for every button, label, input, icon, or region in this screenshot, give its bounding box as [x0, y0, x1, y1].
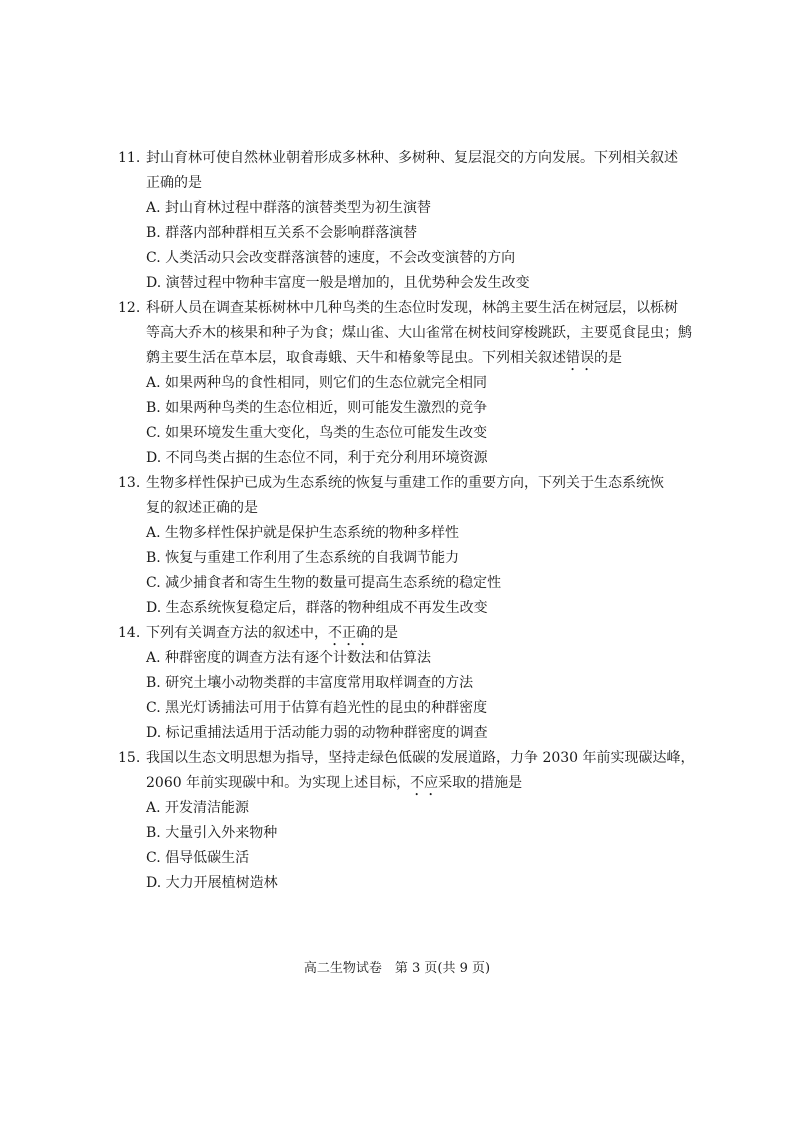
option-c: C. 减少捕食者和寄生生物的数量可提高生态系统的稳定性	[146, 575, 502, 591]
question-number: 14.	[118, 625, 141, 641]
option-b: B. 研究土壤小动物类群的丰富度常用取样调查的方法	[146, 675, 474, 691]
option-a: A. 如果两种鸟的食性相同，则它们的生态位就完全相同	[146, 375, 488, 391]
emphasis-mark: 不应	[410, 775, 439, 791]
question-number: 11.	[118, 150, 141, 166]
option-a: A. 种群密度的调查方法有逐个计数法和估算法	[146, 650, 432, 666]
option-d: D. 大力开展植树造林	[146, 875, 278, 891]
question-stem: 科研人员在调查某栎树林中几种鸟类的生态位时发现，林鸽主要生活在树冠层，以栎树	[146, 300, 678, 316]
option-a: A. 生物多样性保护就是保护生态系统的物种多样性	[146, 525, 460, 541]
question-number: 12.	[118, 300, 141, 316]
emphasis-mark: 不正确	[328, 625, 370, 641]
question-stem: 封山育林可使自然林业朝着形成多林种、多树种、复层混交的方向发展。下列相关叙述	[146, 150, 678, 166]
option-d: D. 演替过程中物种丰富度一般是增加的，且优势种会发生改变	[146, 275, 530, 291]
option-c: C. 倡导低碳生活	[146, 850, 250, 866]
question-number: 15.	[118, 750, 141, 766]
option-c: C. 如果环境发生重大变化，鸟类的生态位可能发生改变	[146, 425, 488, 441]
question-stem: 生物多样性保护已成为生态系统的恢复与重建工作的重要方向，下列关于生态系统恢	[146, 475, 664, 491]
emphasis-mark: 错误	[566, 350, 594, 366]
option-c: C. 人类活动只会改变群落演替的速度，不会改变演替的方向	[146, 250, 516, 266]
question-stem: 下列有关调查方法的叙述中，不正确的是	[146, 625, 398, 641]
question-stem: 鹩主要生活在草本层，取食毒蛾、天牛和椿象等昆虫。下列相关叙述错误的是	[146, 350, 622, 366]
option-d: D. 标记重捕法适用于活动能力弱的动物种群密度的调查	[146, 725, 488, 741]
option-d: D. 生态系统恢复稳定后，群落的物种组成不再发生改变	[146, 600, 488, 616]
option-a: A. 封山育林过程中群落的演替类型为初生演替	[146, 200, 432, 216]
option-b: B. 群落内部种群相互关系不会影响群落演替	[146, 225, 418, 241]
option-b: B. 恢复与重建工作利用了生态系统的自我调节能力	[146, 550, 460, 566]
page-footer: 高二生物试卷 第 3 页(共 9 页)	[303, 961, 491, 976]
question-number: 13.	[118, 475, 141, 491]
option-c: C. 黑光灯诱捕法可用于估算有趋光性的昆虫的种群密度	[146, 700, 488, 716]
option-b: B. 如果两种鸟类的生态位相近，则可能发生激烈的竞争	[146, 400, 488, 416]
question-stem: 等高大乔木的核果和种子为食；煤山雀、大山雀常在树枝间穿梭跳跃，主要觅食昆虫；鹪	[146, 325, 692, 341]
option-d: D. 不同鸟类占据的生态位不同，利于充分利用环境资源	[146, 450, 488, 466]
question-stem: 正确的是	[146, 175, 202, 191]
question-stem: 2060 年前实现碳中和。为实现上述目标，不应采取的措施是	[146, 775, 523, 791]
question-stem: 复的叙述正确的是	[146, 500, 258, 516]
option-a: A. 开发清洁能源	[146, 800, 250, 816]
option-b: B. 大量引入外来物种	[146, 825, 278, 841]
question-stem: 我国以生态文明思想为指导，坚持走绿色低碳的发展道路，力争 2030 年前实现碳达峰，	[146, 750, 695, 766]
